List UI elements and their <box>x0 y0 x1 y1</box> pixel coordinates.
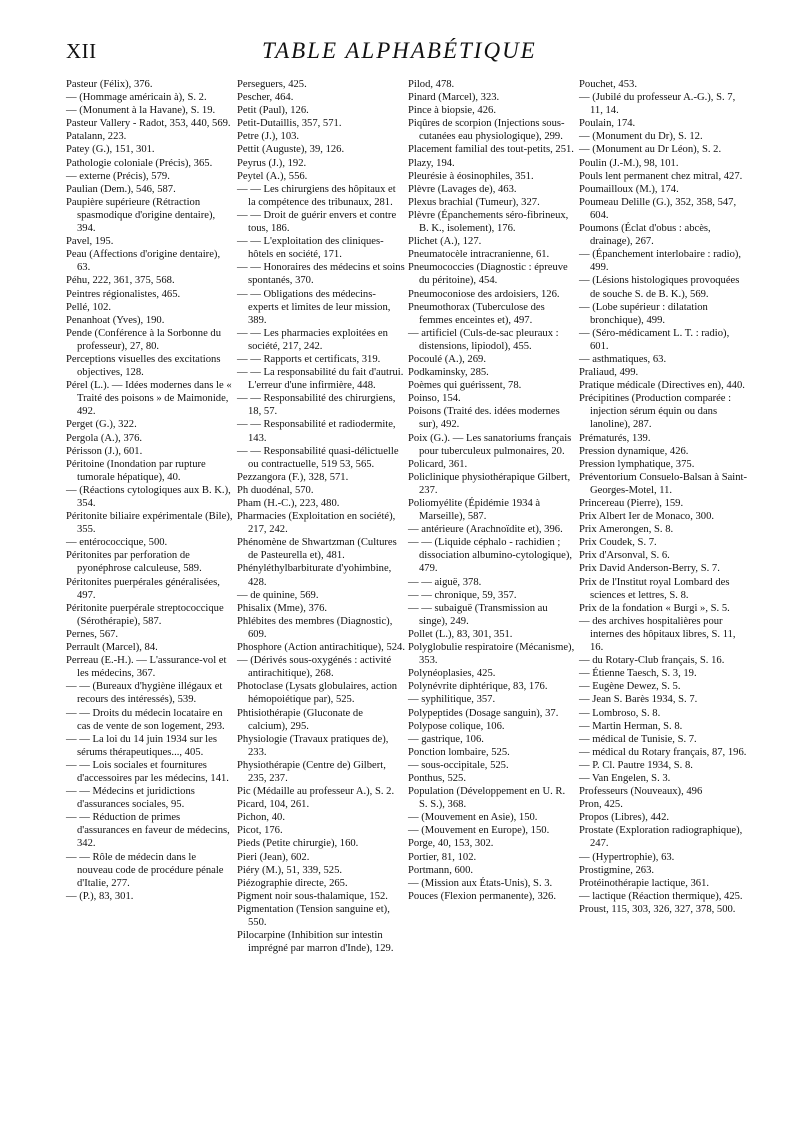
index-entry: — (Hommage américain à), S. 2. <box>66 92 207 104</box>
index-entry: Professeurs (Nouveaux), 496 <box>579 786 703 798</box>
index-entry: Péritoine (Inondation par rupture tumorale hépatique), 40. <box>66 458 206 483</box>
index-entry: Perreau (E.-H.). — L'assurance-vol et les médecins, 367. <box>66 655 227 680</box>
index-entry: — (Monument à la Havane), S. 19. <box>66 105 216 117</box>
index-entry: Podkaminsky, 285. <box>408 367 489 379</box>
index-entry: Piéry (M.), 51, 339, 525. <box>237 864 343 876</box>
index-entry: Pathologie coloniale (Précis), 365. <box>66 157 213 169</box>
index-entry: Perseguers, 425. <box>237 79 307 90</box>
index-entry: Prix de la fondation « Burgi », S. 5. <box>579 602 730 614</box>
index-entry: Piqûres de scorpion (Injections sous-cutanées eau physiologique), 299. <box>408 118 565 143</box>
index-entry: Peytel (A.), 556. <box>237 170 308 182</box>
index-entry: — — La loi du 14 juin 1934 sur les sérums thérapeutiques..., 405. <box>66 733 217 758</box>
index-entry: Prostigmine, 263. <box>579 864 655 876</box>
index-entry: — — Droits du médecin locataire en cas de vente de son logement, 293. <box>66 707 225 732</box>
index-entry: Polynévrite diphtérique, 83, 176. <box>408 681 548 693</box>
index-entry: Pharmacies (Exploitation en société), 217, 242. <box>237 511 396 536</box>
index-entry: Peintres régionalistes, 465. <box>66 288 181 300</box>
index-entry: — — Les chirurgiens des hôpitaux et la compétence des tribunaux, 281. <box>237 183 396 208</box>
index-entry: — — Rapports et certificats, 319. <box>237 353 381 365</box>
index-entry: Physiologie (Travaux pratiques de), 233. <box>237 733 389 758</box>
index-entry: Poèmes qui guérissent, 78. <box>408 380 522 392</box>
index-entry: Plexus brachial (Tumeur), 327. <box>408 196 540 208</box>
index-entry: — P. Cl. Pautre 1934, S. 8. <box>579 759 693 771</box>
index-entry: Perget (G.), 322. <box>66 419 137 431</box>
index-entry: — (Mission aux États-Unis), S. 3. <box>408 877 553 889</box>
index-entry: Périsson (J.), 601. <box>66 445 143 457</box>
index-entry: Propos (Libres), 442. <box>579 812 670 824</box>
index-entry: Paupière supérieure (Rétraction spasmodique d'origine dentaire), 394. <box>66 196 216 235</box>
index-entry: Pneumococcies (Diagnostic : épreuve du péritoine), 454. <box>408 262 568 287</box>
index-entry: Peau (Affections d'origine dentaire), 63. <box>66 249 221 274</box>
index-entry: Petit (Paul), 126. <box>237 105 309 117</box>
index-entry: Poliomyélite (Épidémie 1934 à Marseille), 587. <box>408 498 541 523</box>
index-entry: — lactique (Réaction thermique), 425. <box>579 890 743 902</box>
index-entry: — de quinine, 569. <box>237 589 319 601</box>
index-entry: — — Responsabilité et radiodermite, 143. <box>237 419 396 444</box>
index-entry: Portmann, 600. <box>408 864 474 876</box>
index-entry: Peyrus (J.), 192. <box>237 157 307 169</box>
index-entry: Policard, 361. <box>408 458 468 470</box>
index-entry: Perceptions visuelles des excitations objectives, 128. <box>66 353 221 379</box>
index-entry: Pocoulé (A.), 269. <box>408 353 486 365</box>
index-entry: Portier, 81, 102. <box>408 851 477 863</box>
index-entry: Pernes, 567. <box>66 628 119 640</box>
index-entry: Polypose colique, 106. <box>408 720 505 732</box>
index-entry: Penanhoat (Yves), 190. <box>66 314 165 326</box>
index-entry: Picot, 176. <box>237 825 283 837</box>
index-entry: — asthmatiques, 63. <box>579 353 667 365</box>
index-entry: — — chronique, 59, 357. <box>408 589 517 601</box>
running-title: TABLE ALPHABÉTIQUE <box>262 38 537 63</box>
index-entry: Pneumoconiose des ardoisiers, 126. <box>408 288 560 300</box>
index-entry: Plèvre (Épanchements séro-fibrineux, B. K., isolement), 176. <box>408 209 569 235</box>
index-entry: Prématurés, 139. <box>579 432 651 444</box>
index-entry: Pron, 425. <box>579 799 623 811</box>
index-entry: Plichet (A.), 127. <box>408 236 482 248</box>
index-entry: Photoclase (Lysats globulaires, action hémopoiétique par), 525. <box>237 681 398 706</box>
index-entry: — — Droit de guérir envers et contre tous, 186. <box>237 209 397 235</box>
index-entry: — Jean S. Barès 1934, S. 7. <box>579 694 698 706</box>
index-entry: Paulian (Dem.), 546, 587. <box>66 183 176 195</box>
index-entry: Porge, 40, 153, 302. <box>408 838 494 850</box>
index-entry: — — (Bureaux d'hygiène illégaux et recours des intéressés), 539. <box>66 681 223 706</box>
index-entry: — Martin Herman, S. 8. <box>579 720 683 732</box>
index-entry: Pneumatocèle intracranienne, 61. <box>408 249 550 261</box>
index-entry: — (Mouvement en Europe), 150. <box>408 825 550 837</box>
index-column-4 <box>579 78 747 955</box>
index-entry: — entérococcique, 500. <box>66 537 168 549</box>
index-entry: — — Responsabilité des chirurgiens, 18, 57. <box>237 393 396 418</box>
index-entry: Poumailloux (M.), 174. <box>579 183 679 195</box>
index-entry: Prix Coudek, S. 7. <box>579 537 657 549</box>
index-entry: Prix Amerongen, S. 8. <box>579 524 674 536</box>
index-entry: Pilod, 478. <box>408 79 455 90</box>
index-entry: Péritonites par perforation de pyonéphrose calculeuse, 589. <box>66 550 202 575</box>
index-entry: Pasteur Vallery - Radot, 353, 440, 569. <box>66 118 231 130</box>
index-entry: — médical du Rotary français, 87, 196. <box>579 746 747 758</box>
index-entry: — du Rotary-Club français, S. 16. <box>579 655 725 667</box>
index-entry: Ph duodénal, 570. <box>237 484 314 496</box>
index-entry: Pichon, 40. <box>237 812 285 824</box>
index-entry: — — La responsabilité du fait d'autrui. L'erreur d'une infirmière, 448. <box>237 367 404 392</box>
index-entry: Pouces (Flexion permanente), 326. <box>408 890 556 902</box>
index-entry: Péritonites puerpérales généralisées, 497. <box>66 576 220 601</box>
index-entry: Plèvre (Lavages de), 463. <box>408 183 517 195</box>
index-entry: — — Responsabilité quasi-délictuelle ou contractuelle, 519 53, 565. <box>237 445 399 470</box>
index-entry: Pigment noir sous-thalamique, 152. <box>237 890 388 902</box>
index-entry: Phénomène de Shwartzman (Cultures de Pasteurella et), 481. <box>237 537 397 562</box>
index-entry: — — L'exploitation des cliniques-hôtels en société, 171. <box>237 236 384 261</box>
index-entry: Population (Développement en U. R. S. S.), 368. <box>408 786 566 811</box>
index-entry: — Lombroso, S. 8. <box>579 707 661 719</box>
index-entry: Prostate (Exploration radiographique), 247. <box>579 825 743 850</box>
index-entry: — sous-occipitale, 525. <box>408 759 509 771</box>
index-entry: Piézographie directe, 265. <box>237 877 348 889</box>
index-entry: Pende (Conférence à la Sorbonne du professeur), 27, 80. <box>66 327 222 352</box>
index-entry: — — subaiguë (Transmission au singe), 249. <box>408 602 548 627</box>
index-entry: Pellé, 102. <box>66 301 112 313</box>
index-entry: Phtisiothérapie (Gluconate de calcium), 295. <box>237 707 363 732</box>
index-entry: Policlinique physiothérapique Gilbert, 237. <box>408 471 571 496</box>
index-entry: — — Les pharmacies exploitées en société, 217, 242. <box>237 327 388 352</box>
index-entry: Picard, 104, 261. <box>237 799 310 811</box>
index-entry: Prix de l'Institut royal Lombard des sciences et lettres, S. 8. <box>579 576 730 601</box>
index-entry: Péritonite puerpérale streptococcique (Sérothérapie), 587. <box>66 602 224 627</box>
index-entry: — (Mouvement en Asie), 150. <box>408 812 538 824</box>
index-entry: Péhu, 222, 361, 375, 568. <box>66 275 175 287</box>
index-entry: — (Épanchement interlobaire : radio), 499. <box>579 249 742 274</box>
index-entry: Pham (H.-C.), 223, 480. <box>237 498 340 509</box>
index-entry: Ponction lombaire, 525. <box>408 746 510 758</box>
index-entry: Poumons (Éclat d'obus : abcès, drainage), 267. <box>579 223 711 248</box>
index-entry: — — Obligations des médecins-experts et limites de leur mission, 389. <box>237 288 391 326</box>
index-entry: Ponthus, 525. <box>408 772 466 784</box>
index-entry: Préventorium Consuelo-Balsan à Saint-Georges-Motel, 11. <box>579 471 747 496</box>
index-entry: Phisalix (Mme), 376. <box>237 602 328 614</box>
index-entry: Polynéoplasies, 425. <box>408 668 496 680</box>
index-entry: Poulain, 174. <box>579 118 636 130</box>
index-entry: — — Médecins et juridictions d'assurances sociales, 95. <box>66 786 195 811</box>
index-entry: — — Réduction de primes d'assurances en faveur de médecins, 342. <box>66 812 230 850</box>
index-entry: Pigmentation (Tension sanguine et), 550. <box>237 903 390 928</box>
index-entry: — Étienne Taesch, S. 3, 19. <box>579 668 697 680</box>
index-entry: Pieds (Petite chirurgie), 160. <box>237 838 359 850</box>
index-entry: Petre (J.), 103. <box>237 131 300 143</box>
index-column-1 <box>66 78 234 955</box>
index-entry: Prix Albert Ier de Monaco, 300. <box>579 511 715 523</box>
index-entry: — — aiguë, 378. <box>408 576 482 588</box>
index-entry: Pescher, 464. <box>237 92 294 104</box>
index-entry: Phlébites des membres (Diagnostic), 609. <box>237 615 393 640</box>
index-entry: Pouls lent permanent chez mitral, 427. <box>579 170 743 182</box>
index-entry: — gastrique, 106. <box>408 733 484 745</box>
index-entry: — (Jubilé du professeur A.-G.), S. 7, 11, 14. <box>579 92 736 117</box>
index-entry: — médical de Tunisie, S. 7. <box>579 733 697 745</box>
index-entry: Poisons (Traité des. idées modernes sur), 492. <box>408 406 560 431</box>
index-entry: Pic (Médaille au professeur A.), S. 2. <box>237 786 395 798</box>
index-column-3 <box>408 78 576 955</box>
index-entry: — — Honoraires des médecins et soins spontanés, 370. <box>237 262 405 287</box>
index-entry: Pince à biopsie, 426. <box>408 105 496 117</box>
index-entry: Pression lymphatique, 375. <box>579 458 695 470</box>
index-entry: — — (Liquide céphalo - rachidien ; dissociation albumino-cytologique), 479. <box>408 537 572 575</box>
index-entry: — artificiel (Culs-de-sac pleuraux : distensions, lipiodol), 455. <box>408 327 559 352</box>
index-entry: — (Séro-médicament L. T. : radio), 601. <box>579 327 730 352</box>
index-entry: — (Lésions histologiques provoquées de souche S. de B. K.), 569. <box>579 275 740 300</box>
index-entry: Perrault (Marcel), 84. <box>66 642 158 654</box>
index-entry: Princereau (Pierre), 159. <box>579 498 684 509</box>
index-entry: Pinard (Marcel), 323. <box>408 92 500 104</box>
index-entry: Patey (G.), 151, 301. <box>66 144 155 156</box>
index-entry: Poumeau Delille (G.), 352, 358, 547, 604. <box>579 196 737 221</box>
index-column-2 <box>237 78 405 955</box>
index-entry: — des archives hospitalières pour internes des hôpitaux libres, S. 11, 16. <box>579 615 736 654</box>
index-entry: Phényléthylbarbiturate d'yohimbine, 428. <box>237 563 392 588</box>
index-entry: Petit-Dutaillis, 357, 571. <box>237 118 342 130</box>
index-entry: Pneumothorax (Tuberculose des femmes enceintes et), 497. <box>408 301 545 326</box>
index-entry: Poix (G.). — Les sanatoriums français pour tuberculeux pulmonaires, 20. <box>408 432 572 457</box>
index-entry: Pettit (Auguste), 39, 126. <box>237 144 345 156</box>
index-entry: Pérel (L.). — Idées modernes dans le « Traité des poisons » de Maimonide, 492. <box>66 380 232 418</box>
index-entry: Pasteur (Félix), 376. <box>66 79 153 90</box>
index-entry: Polypeptides (Dosage sanguin), 37. <box>408 707 559 719</box>
index-entry: Péritonite biliaire expérimentale (Bile), 355. <box>66 511 233 536</box>
index-entry: Polyglobulie respiratoire (Mécanisme), 353. <box>408 642 575 667</box>
index-entry: Poulin (J.-M.), 98, 101. <box>579 157 679 169</box>
index-entry: — (Hypertrophie), 63. <box>579 851 675 863</box>
index-entry: — antérieure (Arachnoïdite et), 396. <box>408 524 563 536</box>
index-entry: — (P.), 83, 301. <box>66 890 134 902</box>
page-header <box>66 38 778 74</box>
index-entry: Pratique médicale (Directives en), 440. <box>579 380 745 392</box>
index-entry: Pleurésie à éosinophiles, 351. <box>408 170 534 182</box>
index-entry: — (Lobe supérieur : dilatation bronchique), 499. <box>579 301 708 326</box>
index-entry: — — Rôle de médecin dans le nouveau code de procédure pénale d'Italie, 277. <box>66 851 224 889</box>
index-entry: Pouchet, 453. <box>579 79 637 90</box>
index-entry: Pollet (L.), 83, 301, 351. <box>408 628 513 640</box>
index-entry: Pilocarpine (Inhibition sur intestin imprégné par marron d'Inde), 129. <box>237 930 394 955</box>
index-entry: — Eugène Dewez, S. 5. <box>579 681 681 693</box>
index-entry: Prix d'Arsonval, S. 6. <box>579 550 670 562</box>
index-entry: Physiothérapie (Centre de) Gilbert, 235, 237. <box>237 759 386 784</box>
index-entry: Pression dynamique, 426. <box>579 445 689 457</box>
index-entry: — (Monument du Dr), S. 12. <box>579 131 703 143</box>
page-number: XII <box>66 39 97 63</box>
index-entry: Pezzangora (F.), 328, 571. <box>237 471 349 483</box>
index-entry: Pavel, 195. <box>66 236 114 248</box>
index-entry: — (Réactions cytologiques aux B. K.), 354. <box>66 484 231 509</box>
index-entry: — externe (Précis), 579. <box>66 170 170 182</box>
index-entry: — (Monument au Dr Léon), S. 2. <box>579 144 722 156</box>
index-entry: Plazy, 194. <box>408 157 455 169</box>
index-entry: — Van Engelen, S. 3. <box>579 772 671 784</box>
index-entry: Placement familial des tout-petits, 251. <box>408 144 574 156</box>
index-columns <box>66 78 778 955</box>
index-entry: Précipitines (Production comparée : injection sérum équin ou dans lanoline), 287. <box>579 393 732 431</box>
index-entry: Prix David Anderson-Berry, S. 7. <box>579 563 720 575</box>
index-entry: Patalann, 223. <box>66 131 127 143</box>
index-entry: Pergola (A.), 376. <box>66 432 143 444</box>
index-entry: Praliaud, 499. <box>579 367 639 379</box>
index-entry: Poinso, 154. <box>408 393 461 405</box>
index-entry: — syphilitique, 357. <box>408 694 496 706</box>
index-entry: Protéinothérapie lactique, 361. <box>579 877 710 889</box>
index-entry: Phosphore (Action antirachitique), 524. <box>237 642 405 654</box>
index-entry: — — Lois sociales et fournitures d'accessoires par les médecins, 141. <box>66 759 229 784</box>
index-entry: — (Dérivés sous-oxygénés : activité antirachitique), 268. <box>237 655 392 680</box>
index-entry: Pieri (Jean), 602. <box>237 851 310 863</box>
index-entry: Proust, 115, 303, 326, 327, 378, 500. <box>579 903 736 915</box>
